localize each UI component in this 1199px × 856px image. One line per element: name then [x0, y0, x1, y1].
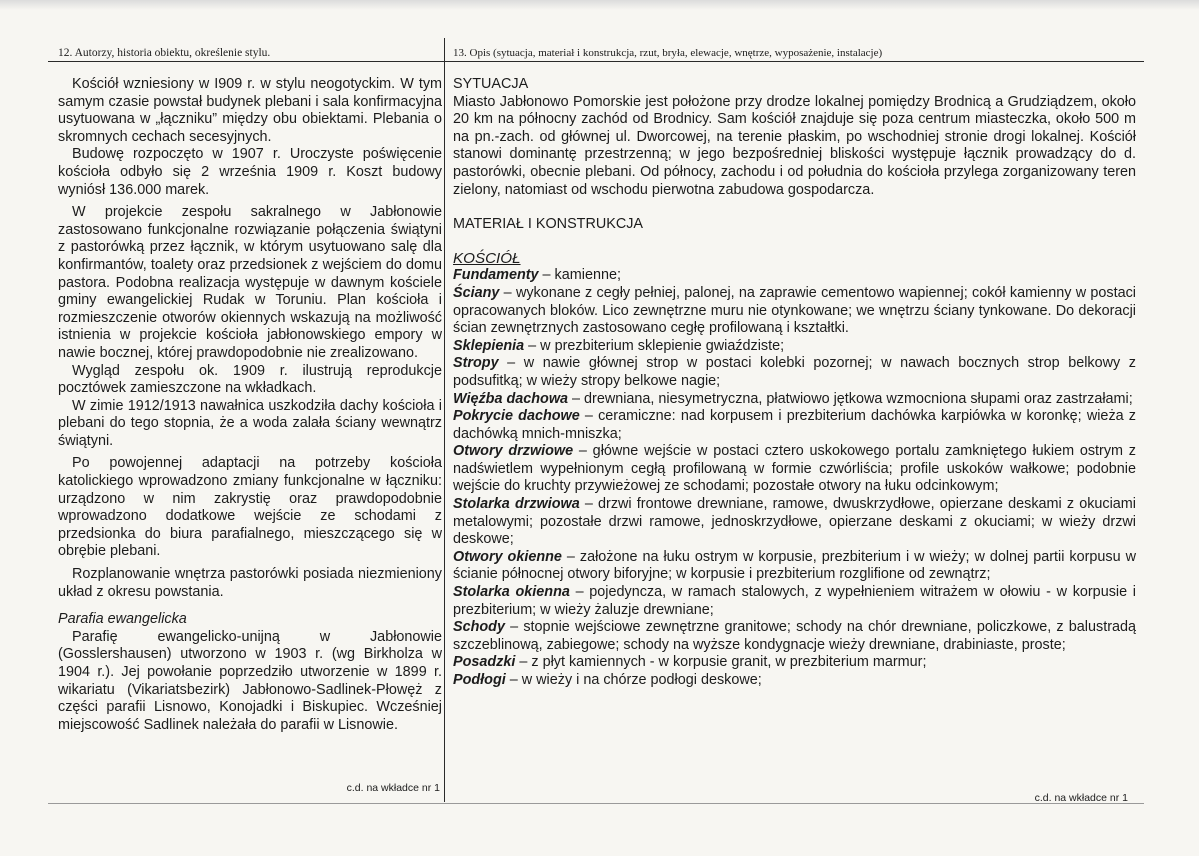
material-title: MATERIAŁ I KONSTRUKCJA — [453, 216, 644, 233]
history-paragraph: W zimie 1912/1913 nawałnica uszkodziła dachy kościoła i plebani do tego stopnia, że a woda zalała ściany wewnątrz świątyni. — [58, 397, 442, 449]
history-paragraph: Kościół wzniesiony w I909 r. w stylu neogotyckim. W tym samym czasie powstał budynek plebani i sala konfirmacyjna usytuowana w „łączniku” między obu obiektami. Plebania o skromnych cechach secesyjnych. — [58, 76, 442, 145]
construction-item — [453, 355, 1136, 390]
construction-item-label: Stolarka drzwiowa — [453, 496, 580, 513]
history-paragraph: Wygląd zespołu ok. 1909 r. ilustrują reprodukcje pocztówek zamieszczone na wkładkach. — [58, 362, 442, 397]
construction-item-label: Schody — [453, 619, 505, 636]
construction-item — [453, 338, 1136, 356]
right-body — [453, 76, 1136, 690]
construction-item-label: Stropy — [453, 355, 499, 372]
construction-item-text: – w nawie głównej strop w postaci kolebki pozornej; w nawach bocznych strop belkowy z podsufitką; w wieży stropy belkowe nagie; — [453, 355, 1136, 389]
history-paragraph: W projekcie zespołu sakralnego w Jabłonowie zastosowano funkcjonalne rozwiązanie połączenia świątyni z pastorówką przez łącznik, w którym usytuowano salę dla konfirmantów, toalety oraz przedsionek z wejściem do domu pastora. Podobna realizacja występuje w dawnym kościele gminy ewangelickiej Rudak w Toruniu. Plan kościoła i rozmieszczenie otworów okiennych wskazują na możliwość istnienia w projekcie kościoła jabłonowskiego empory w nawie bocznej, której prawdopodobnie nie zrealizowano. — [58, 204, 442, 361]
construction-item-text: – ceramiczne: nad korpusem i prezbiterium dachówka karpiówka w koronkę; wieża z dachówką mnich-mniszka; — [453, 408, 1136, 442]
construction-item-label: Otwory okienne — [453, 548, 562, 565]
construction-item — [453, 267, 1136, 285]
construction-item-text: – w prezbiterium sklepienie gwiaździste; — [524, 337, 785, 354]
construction-item-text: – założone na łuku ostrym w korpusie, prezbiterium i w wieży; w dolnej partii korpusu w ścianie północnej otwory biforyjne; w korpusie i prezbiterium rozglifione od zewnątrz; — [453, 548, 1136, 583]
right-heading: 13. Opis (sytuacja, materiał i konstrukcja, rzut, bryła, elewacje, wnętrze, wyposażenie, instalacje) — [453, 47, 883, 59]
construction-item-label: Fundamenty — [453, 267, 539, 284]
construction-item-label: Więźba dachowa — [453, 390, 569, 407]
construction-item — [453, 391, 1136, 409]
construction-item-label: Sklepienia — [453, 337, 525, 354]
construction-item — [453, 584, 1136, 619]
kosciol-title: KOŚCIÓŁ — [453, 249, 521, 267]
sytuacja-title: SYTUACJA — [453, 76, 529, 92]
history-paragraph: Budowę rozpoczęto w 1907 r. Uroczyste poświęcenie kościoła odbyło się 2 września 1909 r. Koszt budowy wyniósł 136.000 marek. — [58, 146, 442, 198]
construction-item-label: Pokrycie dachowe — [453, 408, 580, 425]
construction-item-label: Ściany — [453, 284, 500, 301]
left-body — [58, 76, 442, 734]
construction-item-text: – kamienne; — [538, 267, 621, 284]
construction-item — [453, 672, 1136, 690]
construction-item-label: Stolarka okienna — [453, 584, 570, 601]
construction-item-text: – drewniana, niesymetryczna, płatwiowo jętkowa wzmocniona słupami oraz zastrzałami; — [568, 390, 1133, 407]
left-heading: 12. Autorzy, historia obiektu, określenie stylu. — [58, 47, 271, 59]
column-divider — [444, 38, 445, 802]
continued-note-right: c.d. na wkładce nr 1 — [1034, 792, 1128, 804]
construction-item-text: – w wieży i na chórze podłogi deskowe; — [505, 672, 762, 688]
history-paragraph: Rozplanowanie wnętrza pastorówki posiada niezmieniony układ z okresu powstania. — [58, 566, 442, 600]
construction-item — [453, 549, 1136, 584]
construction-item-text: – wykonane z cegły pełniej, palonej, na zaprawie cementowo wapiennej; cokół kamienny w postaci opracowanych bloków. Lico zewnętrzne muru nie otynkowane; we wnętrzu ściany tynkowane. Do dekoracji ścian zewnętrznych zastosowano cegłę profilowaną i kształtki. — [453, 284, 1136, 337]
construction-item-label: Posadzki — [453, 654, 516, 671]
construction-item-text: – pojedyncza, w ramach stalowych, z wypełnieniem witrażem w ołowiu - w korpusie i prezbiterium; w wieży żaluzje drewniane; — [453, 584, 1136, 618]
construction-item-text: – drzwi frontowe drewniane, ramowe, dwuskrzydłowe, opierzane deskami z okuciami metalowymi; pozostałe drzwi ramowe, jednoskrzydłowe, opierzane deskami z okuciami; w wieży drzwi deskowe; — [453, 496, 1136, 548]
construction-item — [453, 285, 1136, 338]
construction-item-label: Podłogi — [453, 672, 506, 688]
right-column — [450, 44, 1140, 804]
scan-edge-shadow — [0, 0, 1199, 10]
construction-item — [453, 443, 1136, 496]
construction-item — [453, 496, 1136, 549]
construction-item-text: – stopnie wejściowe zewnętrzne granitowe; schody na chór drewniane, policzkowe, z balustradą szczeblinową, zabiegowe; schody na wyższe kondygnacje wieży drewniane, drabiniaste, proste; — [453, 619, 1136, 653]
parafia-paragraph: Parafię ewangelicko-unijną w Jabłonowie (Gosslershausen) utworzono w 1903 r. (wg Birkholza w 1904 r.). Jej powołanie poprzedziło utworzenie w 1899 r. wikariatu (Vikariatsbezirk) Jabłonowo-Sadlinek-Płowęż z części parafii Lisnowo, Konojadki i Biskupiec. Wcześniej miejscowość Sadlinek należała do parafii w Lisnowie. — [58, 628, 442, 733]
construction-item — [453, 619, 1136, 654]
construction-item-label: Otwory drzwiowe — [453, 443, 574, 460]
construction-item — [453, 654, 1136, 672]
construction-item-text: – główne wejście w postaci cztero uskokowego portalu zamkniętego łukiem ostrym z nadświetlem wypełnionym cegłą profilowaną w formie czwórliścia; profile uskoków wałkowe; podobnie wejście do kruchty przywieżowej ze schodami; pozostałe otwory na łuku odcinkowym; — [453, 443, 1136, 495]
construction-list — [453, 267, 1136, 689]
continued-note-left: c.d. na wkładce nr 1 — [346, 782, 440, 794]
construction-item — [453, 408, 1136, 443]
history-paragraph: Po powojennej adaptacji na potrzeby kościoła katolickiego wprowadzono zmiany funkcjonalne w łączniku: urządzono w nim zakrystię oraz prawdopodobnie wprowadzono dodatkowe wejście ze schodami z przedsionka do biura parafialnego, mieszczącego się w obrębie plebani. — [58, 455, 442, 560]
sytuacja-paragraph: Miasto Jabłonowo Pomorskie jest położone przy drodze lokalnej pomiędzy Brodnicą a Grudziądzem, około 20 km na północny zachód od Brodnicy. Sam kościół znajduje się poza centrum miasteczka, około 500 m na pn.-zach. od głównej ul. Dworcowej, na terenie płaskim, po wschodniej stronie drogi lokalnej. Kościół stanowi dominantę przestrzenną; w jego bezpośredniej bliskości występuje łącznik prowadzący do d. pastorówki, obecnie plebani. Od północy, zachodu i od południa do kościoła przylega zorganizowany teren zielony, natomiast od wschodu pierwotna zabudowa gospodarcza. — [453, 93, 1136, 198]
parafia-title: Parafia ewangelicka — [58, 611, 187, 628]
construction-item-text: – z płyt kamiennych - w korpusie granit, w prezbiterium marmur; — [515, 654, 927, 671]
left-column — [58, 44, 442, 804]
